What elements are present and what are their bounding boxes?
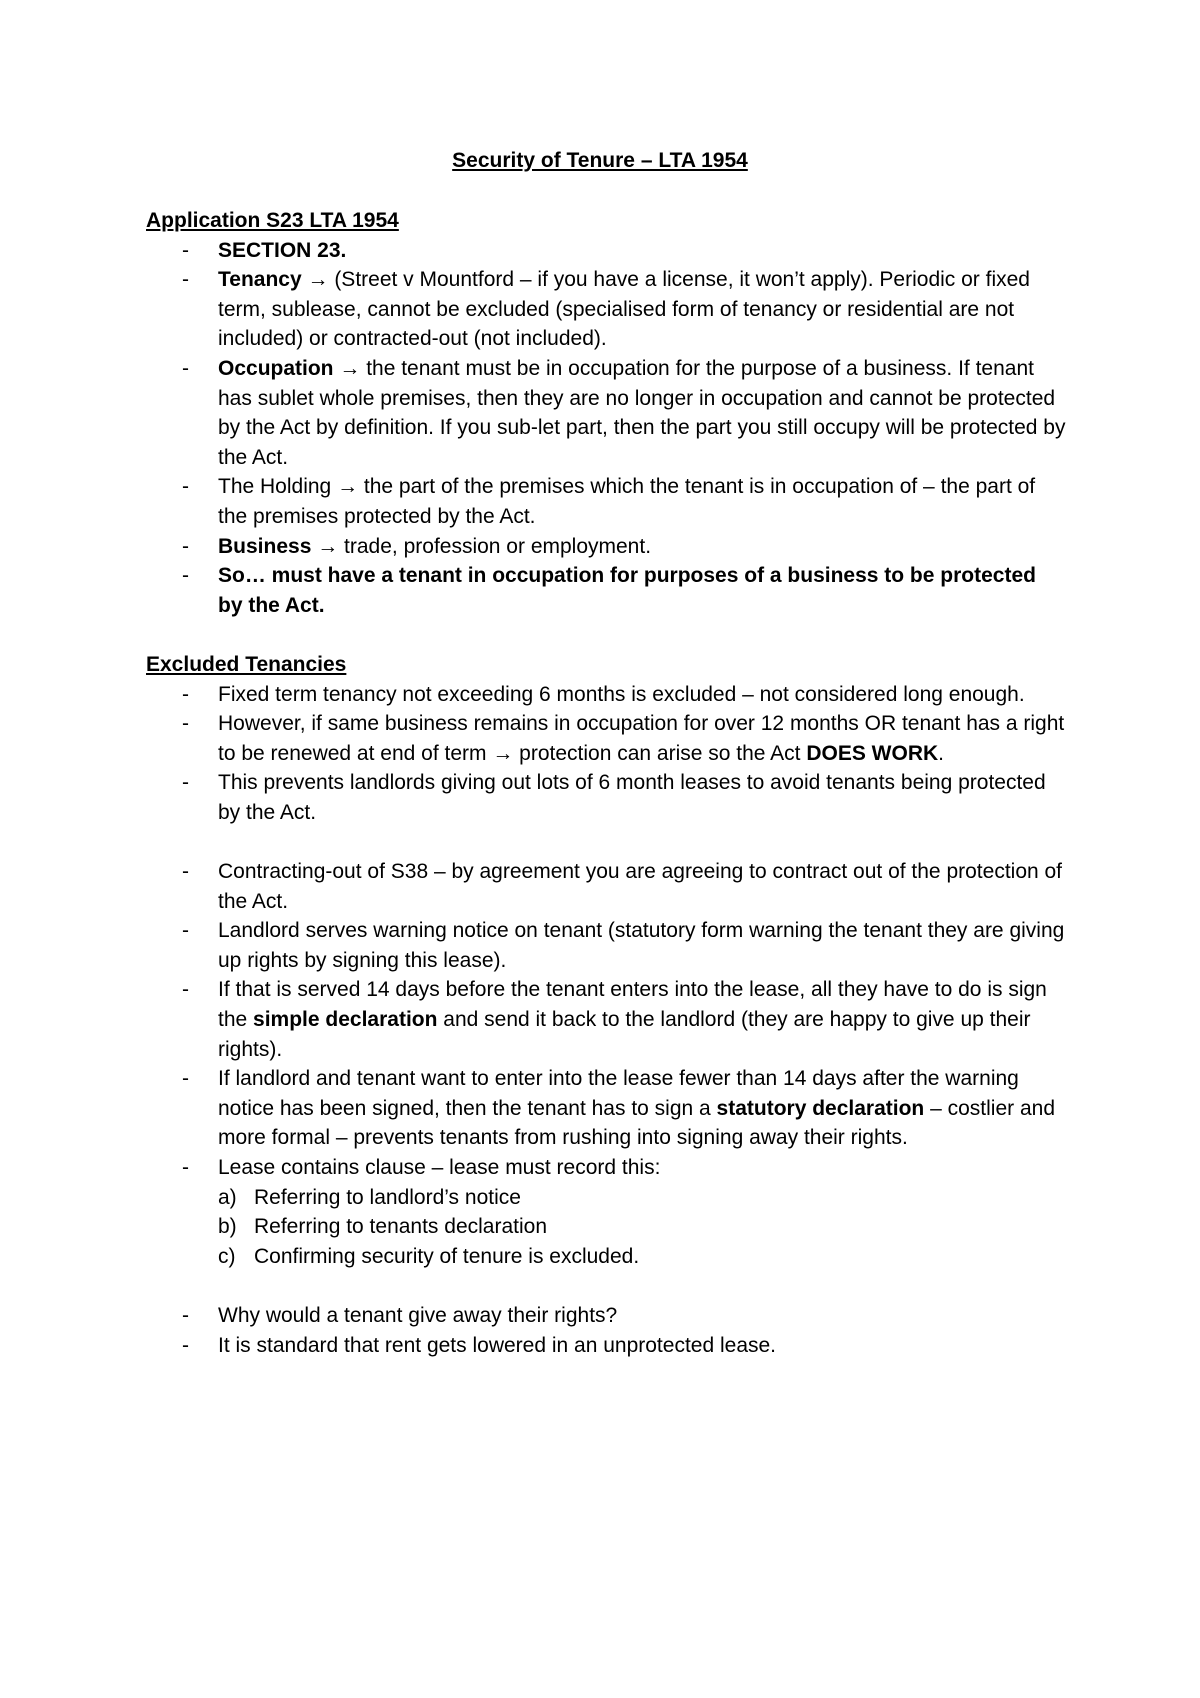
spacer bbox=[146, 827, 1066, 857]
list-item bbox=[146, 532, 1066, 562]
closing-list bbox=[146, 1301, 1066, 1360]
sub-item-text: Referring to tenants declaration bbox=[254, 1215, 548, 1239]
list-item bbox=[146, 680, 1066, 710]
business-term: Business → bbox=[218, 534, 339, 558]
sub-list-item bbox=[218, 1183, 1066, 1213]
list-item bbox=[146, 1301, 1066, 1331]
list-item bbox=[146, 975, 1066, 1064]
standard-text: It is standard that rent gets lowered in an unprotected lease. bbox=[218, 1333, 777, 1357]
section-label: SECTION 23. bbox=[218, 238, 347, 262]
spacer bbox=[146, 620, 1066, 650]
holding-text: The Holding → the part of the premises which the tenant is in occupation of – the part of the premises protected by the Act. bbox=[218, 475, 1036, 528]
section-heading-application: Application S23 LTA 1954 bbox=[146, 209, 399, 232]
list-item bbox=[146, 236, 1066, 266]
fewer-text-a: If landlord and tenant want to enter into the lease fewer than 14 days after the warning notice has been signed, then the tenant has to sign a bbox=[218, 1067, 1019, 1120]
occupation-term: Occupation → bbox=[218, 356, 361, 380]
fewer-text-b: – costlier and more formal – prevents tenants from rushing into signing away their rights. bbox=[218, 1096, 1056, 1150]
list-item bbox=[146, 561, 1066, 620]
contracting-list bbox=[146, 857, 1066, 1271]
list-item bbox=[146, 916, 1066, 975]
however-end: . bbox=[938, 741, 945, 765]
document-title: Security of Tenure – LTA 1954 bbox=[452, 149, 748, 172]
sub-list-item bbox=[218, 1212, 1066, 1242]
summary-text: So… must have a tenant in occupation for purposes of a business to be protected by the Act. bbox=[218, 564, 1036, 617]
application-list bbox=[146, 236, 1066, 621]
however-bold: DOES WORK bbox=[806, 741, 939, 765]
excluded-list bbox=[146, 680, 1066, 828]
contracting-text: Contracting-out of S38 – by agreement you are agreeing to contract out of the protection of the Act. bbox=[218, 860, 1063, 913]
served-text-a: If that is served 14 days before the tenant enters into the lease, all they have to do is sign the bbox=[218, 978, 1047, 1032]
list-item bbox=[146, 354, 1066, 472]
list-item bbox=[146, 1153, 1066, 1271]
list-item bbox=[146, 857, 1066, 916]
document-body bbox=[146, 206, 1066, 1360]
section-heading-excluded: Excluded Tenancies bbox=[146, 652, 347, 676]
list-item bbox=[146, 768, 1066, 827]
sub-item-text: Confirming security of tenure is excluded. bbox=[254, 1244, 640, 1268]
tenancy-term: Tenancy → bbox=[218, 268, 329, 292]
why-text: Why would a tenant give away their rights? bbox=[218, 1303, 618, 1327]
list-item bbox=[146, 472, 1066, 531]
list-item bbox=[146, 709, 1066, 768]
served-text-b: and send it back to the landlord (they are happy to give up their rights). bbox=[218, 1008, 1031, 1061]
clause-sub-list bbox=[218, 1183, 1066, 1272]
sub-item-text: Referring to landlord’s notice bbox=[254, 1185, 521, 1209]
sub-item-letter: a) bbox=[218, 1185, 237, 1209]
fixed-term-text: Fixed term tenancy not exceeding 6 months is excluded – not considered long enough. bbox=[218, 682, 1025, 706]
warning-text: Landlord serves warning notice on tenant (statutory form warning the tenant they are giving up rights by signing this lease). bbox=[218, 919, 1065, 972]
list-item bbox=[146, 265, 1066, 354]
clause-text: Lease contains clause – lease must record this: bbox=[218, 1156, 661, 1179]
simple-declaration: simple declaration bbox=[253, 1008, 438, 1032]
list-item bbox=[146, 1331, 1066, 1361]
tenancy-text: (Street v Mountford – if you have a license, it won’t apply). Periodic or fixed term, sublease, cannot be excluded (specialised form of tenancy or residential are not included) or contracted-out (not included). bbox=[218, 268, 1030, 351]
statutory-declaration: statutory declaration bbox=[716, 1096, 925, 1120]
business-text: trade, profession or employment. bbox=[338, 534, 652, 558]
occupation-text: the tenant must be in occupation for the purpose of a business. If tenant has sublet whole premises, then they are no longer in occupation and cannot be protected by the Act by definition. If you sub-let part, then the part you still occupy will be protected by the Act. bbox=[218, 356, 1066, 469]
spacer bbox=[146, 1271, 1066, 1301]
however-text: However, if same business remains in occupation for over 12 months OR tenant has a right to be renewed at end of term → protection can arise so the Act bbox=[218, 712, 1065, 765]
list-item bbox=[146, 1064, 1066, 1153]
sub-list-item bbox=[218, 1242, 1066, 1272]
sub-item-letter: b) bbox=[218, 1215, 237, 1239]
sub-item-letter: c) bbox=[218, 1244, 236, 1268]
prevents-text: This prevents landlords giving out lots of 6 month leases to avoid tenants being protected by the Act. bbox=[218, 771, 1046, 824]
